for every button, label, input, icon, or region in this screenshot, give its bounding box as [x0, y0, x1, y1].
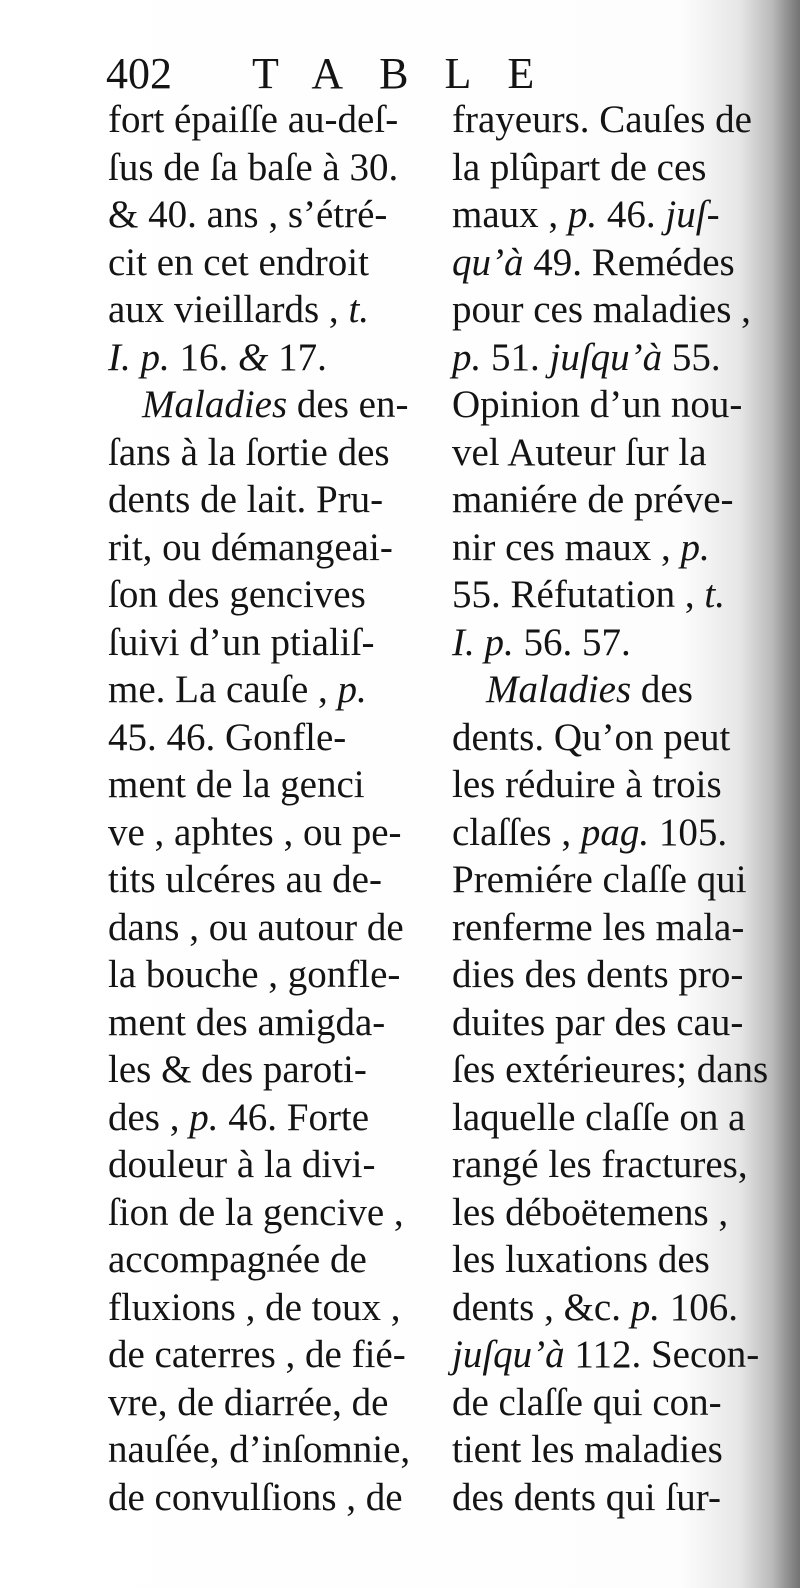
italic-text: juſqu’à: [452, 1333, 565, 1376]
index-line: [452, 1189, 782, 1237]
index-line: [452, 714, 782, 762]
line-text: Opinion d’un nou-: [452, 383, 743, 426]
line-text: des en-: [287, 383, 409, 426]
line-text: ment de la genci: [108, 763, 365, 806]
line-text: laquelle claſſe on a: [452, 1095, 746, 1139]
index-line: [452, 1426, 782, 1474]
index-line: [452, 1284, 782, 1332]
index-line: [452, 191, 782, 239]
line-text: les luxations des: [452, 1238, 710, 1281]
line-text: des: [631, 668, 693, 711]
line-text: fort épaiſſe au-deſ-: [108, 98, 399, 141]
index-line: [108, 381, 438, 429]
line-text: dies des dents pro-: [452, 953, 744, 996]
line-text: la bouche , gonfle-: [108, 953, 401, 996]
index-line: [108, 1046, 438, 1094]
index-line: [452, 381, 782, 429]
line-text: 46. Forte: [218, 1095, 370, 1139]
index-line: [452, 524, 782, 572]
index-line: [452, 951, 782, 999]
line-text: ſion de la gencive ,: [108, 1190, 404, 1234]
index-line: [452, 239, 782, 287]
index-line: [108, 1236, 438, 1284]
line-text: tient les maladies: [452, 1428, 723, 1471]
line-text: accompagnée de: [108, 1238, 367, 1281]
index-line: [108, 714, 438, 762]
italic-text: qu’à: [452, 240, 524, 284]
line-text: des dents qui ſur-: [452, 1475, 721, 1519]
index-line: [452, 856, 782, 904]
line-text: vel Auteur ſur la: [452, 430, 707, 474]
index-line: [452, 619, 782, 667]
line-text: les déboëtemens ,: [452, 1190, 729, 1234]
index-line: [108, 1379, 438, 1427]
line-text: 46.: [597, 193, 666, 236]
line-text: dans , ou autour de: [108, 905, 404, 949]
line-text: maniére de préve-: [452, 478, 734, 521]
running-title: TABLE: [252, 49, 571, 98]
italic-text: p.: [189, 1095, 219, 1139]
line-text: claſſes ,: [452, 810, 581, 854]
line-text: 49. Remédes: [523, 240, 735, 284]
line-text: cit en cet endroit: [108, 240, 369, 284]
index-line: [452, 761, 782, 809]
index-line: [108, 904, 438, 952]
line-text: ſuivi d’un ptialiſ-: [108, 620, 375, 664]
line-text: renferme les mala-: [452, 905, 745, 949]
index-line: [452, 999, 782, 1047]
index-line: [108, 334, 438, 382]
line-text: dents de lait. Pru-: [108, 478, 384, 521]
line-text: 16.: [169, 335, 238, 379]
index-line: [452, 476, 782, 524]
line-text: me. La cauſe ,: [108, 668, 338, 711]
line-text: ſans à la ſortie des: [108, 430, 390, 474]
line-text: Premiére claſſe qui: [452, 858, 747, 901]
index-line: [452, 1379, 782, 1427]
italic-text: I. p.: [452, 620, 514, 664]
italic-text: t.: [704, 573, 725, 616]
line-text: tits ulcéres au de-: [108, 858, 382, 901]
italic-text: p.: [337, 668, 367, 711]
italic-text: &: [238, 335, 269, 379]
line-text: douleur à la divi-: [108, 1143, 376, 1186]
index-line: [108, 1189, 438, 1237]
line-text: la plûpart de ces: [452, 145, 707, 189]
index-line: [452, 571, 782, 619]
italic-text: Maladies: [142, 383, 288, 426]
italic-text: pag.: [580, 810, 650, 854]
line-text: de convulſions , de: [108, 1475, 403, 1519]
index-line: [452, 96, 782, 144]
index-line: [108, 191, 438, 239]
index-line: [108, 951, 438, 999]
line-text: nauſée, d’inſomnie,: [108, 1428, 411, 1471]
index-line: [452, 1094, 782, 1142]
line-text: & 40. ans , s’étré-: [108, 193, 388, 236]
line-text: les réduire à trois: [452, 763, 722, 806]
line-text: ment des amigda-: [108, 1000, 386, 1044]
line-text: dents , &c.: [452, 1285, 631, 1329]
italic-text: I. p.: [108, 335, 170, 379]
line-text: duites par des cau-: [452, 1000, 744, 1044]
line-text: des ,: [108, 1095, 190, 1139]
line-text: 106.: [659, 1285, 738, 1329]
line-text: maux ,: [452, 193, 568, 236]
line-text: 55. Réfutation ,: [452, 573, 705, 616]
line-text: fluxions , de toux ,: [108, 1285, 401, 1329]
line-text: pour ces maladies ,: [452, 288, 751, 331]
italic-text: p.: [452, 335, 482, 379]
line-text: 56. 57.: [513, 620, 631, 664]
index-line: [108, 1426, 438, 1474]
index-line: [108, 761, 438, 809]
line-text: 45. 46. Gonfle-: [108, 715, 347, 759]
line-text: de caterres , de fié-: [108, 1333, 406, 1376]
line-text: vre, de diarrée, de: [108, 1380, 389, 1424]
index-line: [452, 1046, 782, 1094]
index-line: [452, 666, 782, 714]
index-line: [108, 96, 438, 144]
line-text: 51.: [481, 335, 550, 379]
index-line: [108, 999, 438, 1047]
index-line: [108, 429, 438, 477]
line-text: aux vieillards ,: [108, 288, 349, 331]
italic-text: p.: [630, 1285, 660, 1329]
index-line: [452, 1331, 782, 1379]
index-line: [108, 1474, 438, 1522]
index-line: [108, 1141, 438, 1189]
index-line: [108, 666, 438, 714]
index-line: [108, 286, 438, 334]
index-column-right: [452, 96, 782, 1521]
line-text: ve , aphtes , ou pe-: [108, 810, 402, 854]
line-text: 17.: [268, 335, 327, 379]
index-line: [452, 144, 782, 192]
italic-text: p.: [680, 525, 710, 569]
page-gutter-shadow: [772, 0, 800, 1588]
line-text: les & des paroti-: [108, 1048, 367, 1091]
index-line: [108, 144, 438, 192]
index-line: [108, 571, 438, 619]
index-line: [108, 1284, 438, 1332]
line-text: ſus de ſa baſe à 30.: [108, 145, 399, 189]
index-line: [108, 856, 438, 904]
index-line: [452, 904, 782, 952]
line-text: 112. Secon-: [564, 1333, 760, 1376]
index-line: [108, 619, 438, 667]
line-text: frayeurs. Cauſes de: [452, 98, 752, 141]
index-line: [452, 334, 782, 382]
index-line: [452, 809, 782, 857]
index-line: [452, 1236, 782, 1284]
index-column-left: [108, 96, 438, 1521]
index-line: [108, 1331, 438, 1379]
italic-text: p.: [567, 193, 598, 236]
line-text: ſon des gencives: [108, 573, 366, 616]
line-text: rangé les fractures,: [452, 1143, 748, 1186]
line-text: rit, ou démangeai-: [108, 525, 393, 569]
index-line: [108, 476, 438, 524]
line-text: de claſſe qui con-: [452, 1380, 722, 1424]
italic-text: Maladies: [486, 668, 632, 711]
line-text: 105.: [649, 810, 728, 854]
index-line: [452, 429, 782, 477]
line-text: dents. Qu’on peut: [452, 715, 731, 759]
line-text: nir ces maux ,: [452, 525, 681, 569]
index-line: [108, 239, 438, 287]
index-line: [452, 1474, 782, 1522]
index-line: [108, 524, 438, 572]
italic-text: juſ-: [665, 193, 720, 236]
index-line: [452, 286, 782, 334]
line-text: 55.: [662, 335, 721, 379]
index-line: [452, 1141, 782, 1189]
page-number: 402: [106, 49, 172, 98]
line-text: ſes extérieures; dans: [452, 1048, 769, 1091]
index-line: [108, 1094, 438, 1142]
italic-text: t.: [348, 288, 370, 331]
index-line: [108, 809, 438, 857]
italic-text: juſqu’à: [549, 335, 663, 379]
page-header: [106, 44, 706, 104]
